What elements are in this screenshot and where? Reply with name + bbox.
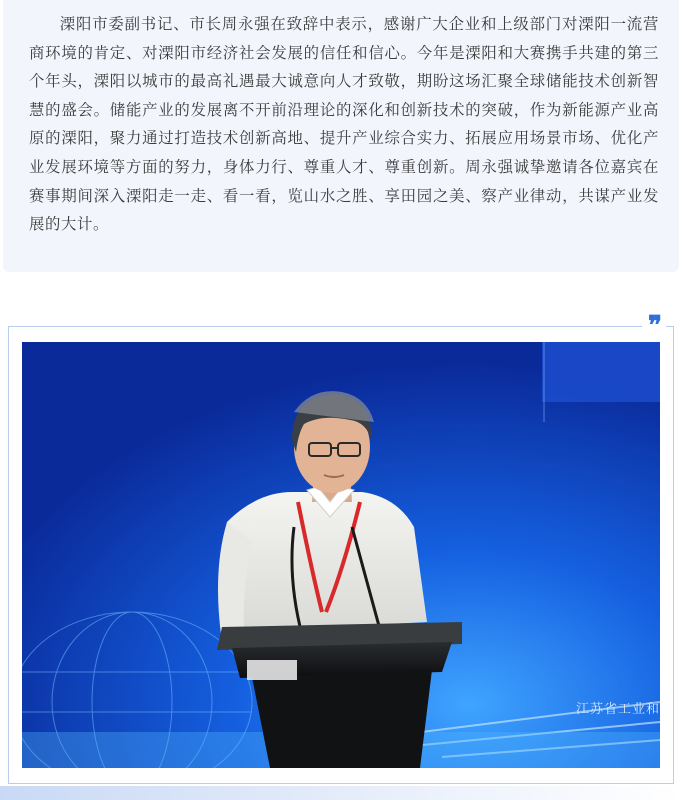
speaker-photo[interactable] bbox=[22, 342, 660, 768]
screen-caption: 江苏省工业和 bbox=[575, 702, 660, 717]
bottom-decoration bbox=[0, 786, 682, 800]
article-paragraph: 溧阳市委副书记、市长周永强在致辞中表示，感谢广大企业和上级部门对溧阳一流营商环境的肯定、对溧阳市经济社会发展的信任和信心。今年是溧阳和大赛携手共建的第三个年头，溧阳以城市的最高礼遇最大诚意向人才致敬，期盼这场汇聚全球储能技术创新智慧的盛会。储能产业的发展离不开前沿理论的深化和创新技术的突破，作为新能源产业高原的溧阳，聚力通过打造技术创新高地、提升产业综合实力、拓展应用场景市场、优化产业发展环境等方面的努力，身体力行、尊重人才、尊重创新。周永强诚挚邀请各位嘉宾在赛事期间深入溧阳走一走、看一看，览山水之胜、享田园之美、察产业律动，共谋产业发展的大计。 bbox=[29, 15, 659, 234]
text-card bbox=[3, 0, 679, 272]
quote-mark-icon: ❞ bbox=[642, 318, 666, 334]
speaker-photo-illustration bbox=[22, 342, 660, 768]
